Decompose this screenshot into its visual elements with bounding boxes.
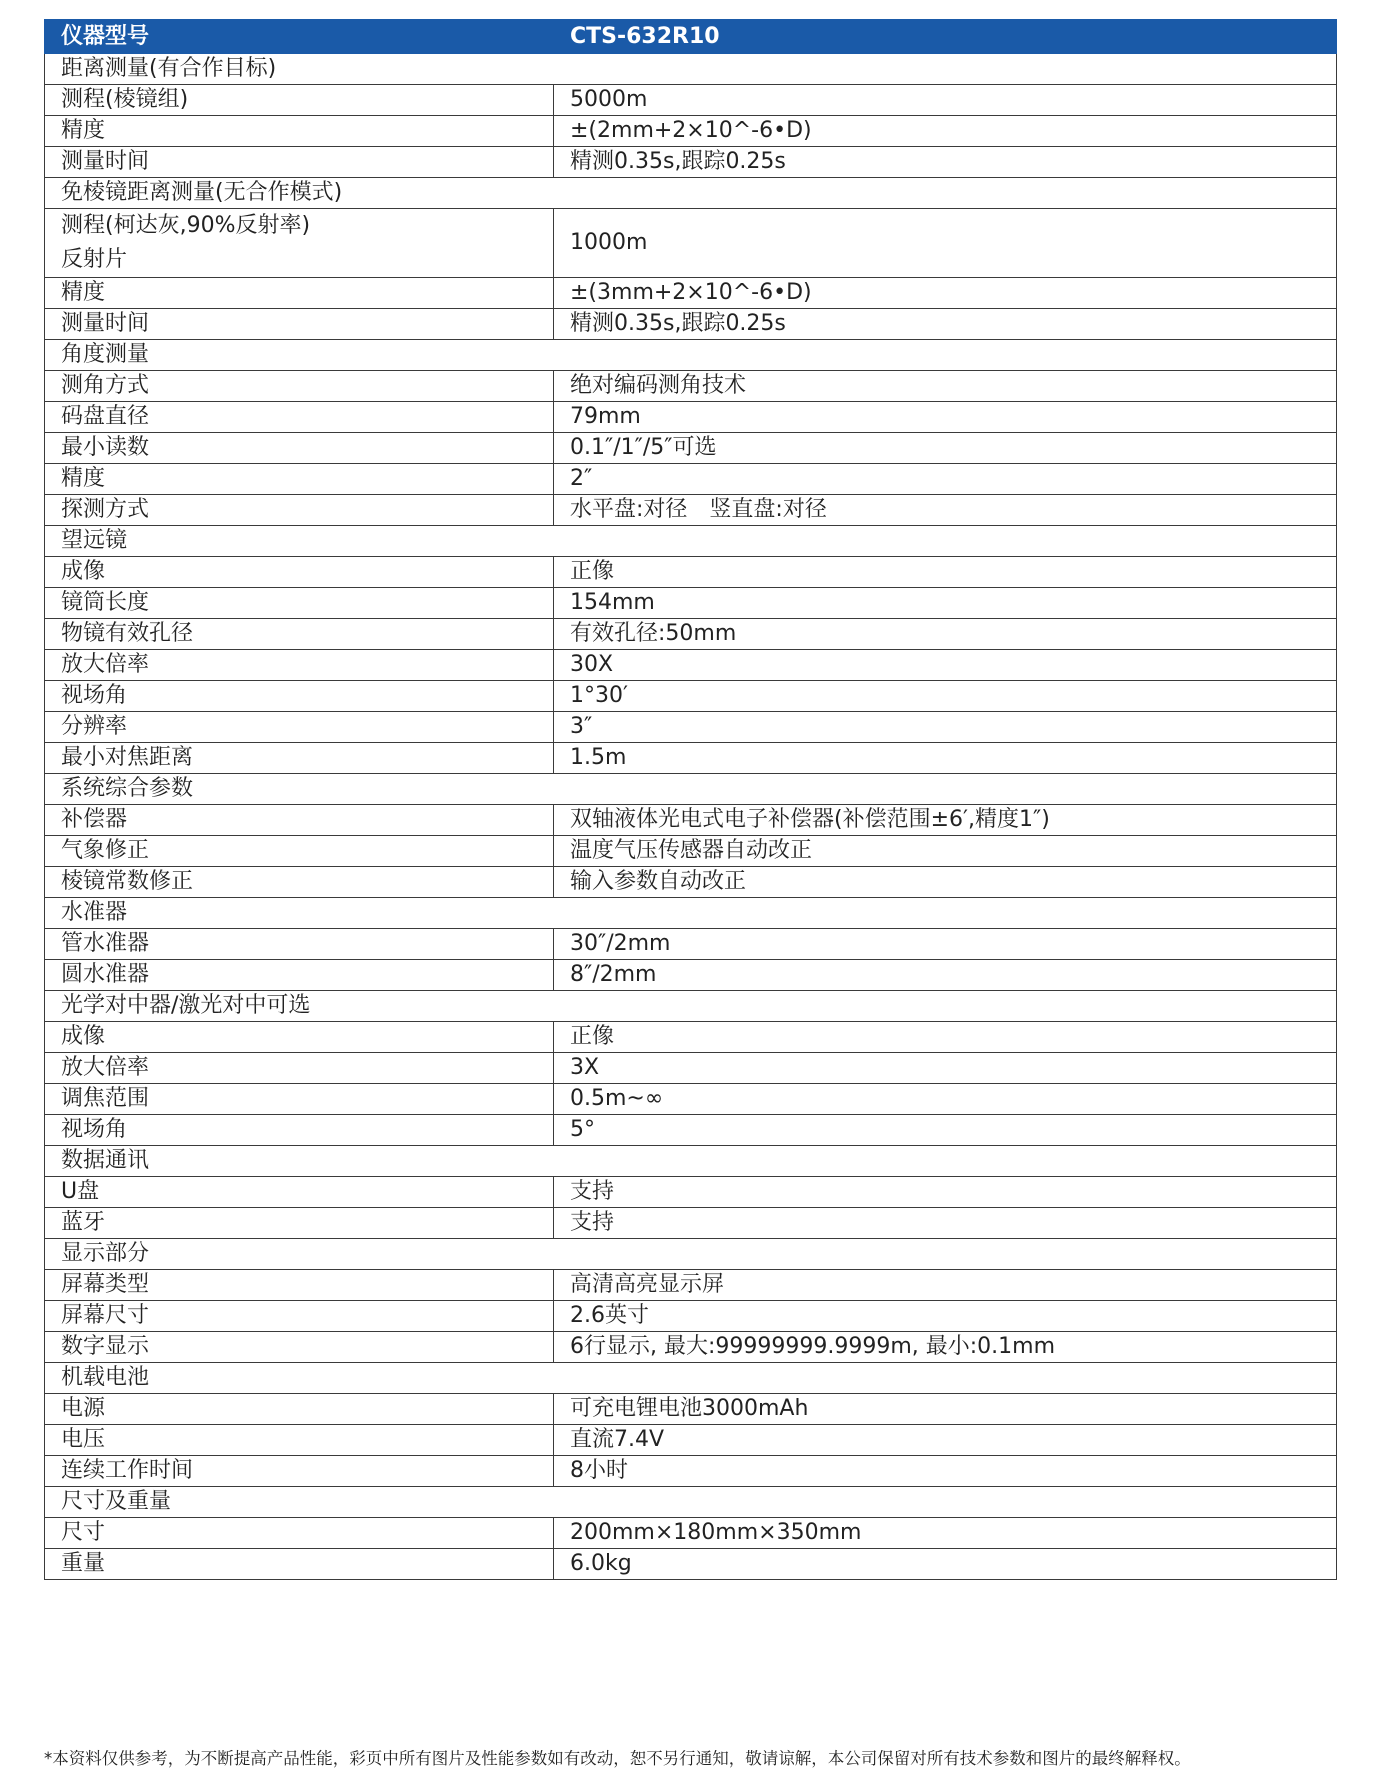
spec-row — [45, 278, 1337, 309]
spec-label: 尺寸 — [45, 1518, 554, 1549]
spec-label: 电源 — [45, 1394, 554, 1425]
section-title: 系统综合参数 — [45, 774, 1337, 805]
spec-label-line: 测程(柯达灰,90%反射率) — [61, 213, 311, 238]
spec-value: 2.6英寸 — [554, 1301, 1337, 1332]
section-row — [45, 898, 1337, 929]
spec-value: 正像 — [554, 1022, 1337, 1053]
spec-row — [45, 929, 1337, 960]
spec-value: 3X — [554, 1053, 1337, 1084]
spec-label: 圆水准器 — [45, 960, 554, 991]
spec-row — [45, 85, 1337, 116]
spec-value: 双轴液体光电式电子补偿器(补偿范围±6′,精度1″) — [554, 805, 1337, 836]
section-title: 机载电池 — [45, 1363, 1337, 1394]
section-row — [45, 991, 1337, 1022]
spec-label: 气象修正 — [45, 836, 554, 867]
section-title: 显示部分 — [45, 1239, 1337, 1270]
spec-value: 1°30′ — [554, 681, 1337, 712]
spec-row — [45, 712, 1337, 743]
spec-value: 8″/2mm — [554, 960, 1337, 991]
spec-value: 154mm — [554, 588, 1337, 619]
spec-value: 水平盘:对径 竖直盘:对径 — [554, 495, 1337, 526]
spec-label: 成像 — [45, 557, 554, 588]
spec-row — [45, 836, 1337, 867]
spec-value: 5° — [554, 1115, 1337, 1146]
spec-row — [45, 1394, 1337, 1425]
section-row — [45, 54, 1337, 85]
spec-value: 支持 — [554, 1177, 1337, 1208]
spec-value: 6.0kg — [554, 1549, 1337, 1580]
section-row — [45, 1239, 1337, 1270]
spec-row — [45, 650, 1337, 681]
section-row — [45, 1146, 1337, 1177]
spec-label: 精度 — [45, 464, 554, 495]
spec-label: 精度 — [45, 116, 554, 147]
table-header-row — [45, 20, 1337, 54]
spec-label: 蓝牙 — [45, 1208, 554, 1239]
spec-label: 测量时间 — [45, 309, 554, 340]
spec-row — [45, 1518, 1337, 1549]
spec-row — [45, 402, 1337, 433]
spec-label: 电压 — [45, 1425, 554, 1456]
spec-row — [45, 1332, 1337, 1363]
spec-value: 8小时 — [554, 1456, 1337, 1487]
spec-row — [45, 588, 1337, 619]
spec-row — [45, 209, 1337, 278]
section-row — [45, 1363, 1337, 1394]
spec-row — [45, 1115, 1337, 1146]
spec-label: 管水准器 — [45, 929, 554, 960]
spec-row — [45, 147, 1337, 178]
spec-label: 屏幕类型 — [45, 1270, 554, 1301]
spec-value: 0.1″/1″/5″可选 — [554, 433, 1337, 464]
spec-value: 直流7.4V — [554, 1425, 1337, 1456]
spec-row — [45, 1270, 1337, 1301]
spec-row — [45, 433, 1337, 464]
spec-label: 物镜有效孔径 — [45, 619, 554, 650]
spec-row — [45, 557, 1337, 588]
spec-value: 精测0.35s,跟踪0.25s — [554, 147, 1337, 178]
spec-label: 分辨率 — [45, 712, 554, 743]
spec-label: 探测方式 — [45, 495, 554, 526]
spec-value: 高清高亮显示屏 — [554, 1270, 1337, 1301]
header-model-label: 仪器型号 — [45, 20, 554, 54]
footnote: *本资料仅供参考，为不断提高产品性能，彩页中所有图片及性能参数如有改动，恕不另行通知，敬请谅解，本公司保留对所有技术参数和图片的最终解释权。 — [44, 1749, 1191, 1768]
section-title: 光学对中器/激光对中可选 — [45, 991, 1337, 1022]
spec-value: 1000m — [554, 209, 1337, 278]
spec-label: 调焦范围 — [45, 1084, 554, 1115]
section-title: 角度测量 — [45, 340, 1337, 371]
spec-label: 连续工作时间 — [45, 1456, 554, 1487]
spec-label: 最小对焦距离 — [45, 743, 554, 774]
spec-value: 0.5m~∞ — [554, 1084, 1337, 1115]
spec-row — [45, 805, 1337, 836]
spec-row — [45, 619, 1337, 650]
spec-value: 3″ — [554, 712, 1337, 743]
spec-value: 1.5m — [554, 743, 1337, 774]
spec-label: 成像 — [45, 1022, 554, 1053]
spec-row — [45, 681, 1337, 712]
spec-row — [45, 1549, 1337, 1580]
spec-row — [45, 867, 1337, 898]
spec-label: 棱镜常数修正 — [45, 867, 554, 898]
spec-row — [45, 464, 1337, 495]
spec-row — [45, 1301, 1337, 1332]
spec-row — [45, 371, 1337, 402]
spec-table — [44, 19, 1337, 1580]
header-model-value: CTS-632R10 — [554, 20, 1337, 54]
spec-row — [45, 1177, 1337, 1208]
spec-value: 可充电锂电池3000mAh — [554, 1394, 1337, 1425]
spec-label — [45, 209, 554, 278]
spec-value: 6行显示, 最大:99999999.9999m, 最小:0.1mm — [554, 1332, 1337, 1363]
spec-value: 200mm×180mm×350mm — [554, 1518, 1337, 1549]
spec-row — [45, 116, 1337, 147]
spec-label: 测程(棱镜组) — [45, 85, 554, 116]
spec-row — [45, 1425, 1337, 1456]
spec-row — [45, 960, 1337, 991]
section-row — [45, 178, 1337, 209]
spec-row — [45, 309, 1337, 340]
spec-value: 正像 — [554, 557, 1337, 588]
spec-value: ±(3mm+2×10^-6•D) — [554, 278, 1337, 309]
spec-label: 视场角 — [45, 1115, 554, 1146]
spec-row — [45, 495, 1337, 526]
spec-value: 温度气压传感器自动改正 — [554, 836, 1337, 867]
section-title: 距离测量(有合作目标) — [45, 54, 1337, 85]
spec-row — [45, 1456, 1337, 1487]
spec-label: U盘 — [45, 1177, 554, 1208]
spec-label: 最小读数 — [45, 433, 554, 464]
spec-value: 2″ — [554, 464, 1337, 495]
spec-row — [45, 1084, 1337, 1115]
section-title: 尺寸及重量 — [45, 1487, 1337, 1518]
section-row — [45, 1487, 1337, 1518]
spec-label: 测角方式 — [45, 371, 554, 402]
spec-value: 输入参数自动改正 — [554, 867, 1337, 898]
section-row — [45, 340, 1337, 371]
spec-value: 30″/2mm — [554, 929, 1337, 960]
spec-value: 5000m — [554, 85, 1337, 116]
spec-label: 重量 — [45, 1549, 554, 1580]
spec-value: 支持 — [554, 1208, 1337, 1239]
section-title: 免棱镜距离测量(无合作模式) — [45, 178, 1337, 209]
section-title: 水准器 — [45, 898, 1337, 929]
spec-value: 有效孔径:50mm — [554, 619, 1337, 650]
spec-label: 精度 — [45, 278, 554, 309]
spec-row — [45, 1022, 1337, 1053]
spec-value: 30X — [554, 650, 1337, 681]
spec-label: 码盘直径 — [45, 402, 554, 433]
spec-value: 绝对编码测角技术 — [554, 371, 1337, 402]
spec-label: 测量时间 — [45, 147, 554, 178]
spec-row — [45, 1208, 1337, 1239]
section-title: 望远镜 — [45, 526, 1337, 557]
section-row — [45, 526, 1337, 557]
spec-label: 数字显示 — [45, 1332, 554, 1363]
section-title: 数据通讯 — [45, 1146, 1337, 1177]
spec-value: 精测0.35s,跟踪0.25s — [554, 309, 1337, 340]
spec-label: 放大倍率 — [45, 1053, 554, 1084]
spec-label: 补偿器 — [45, 805, 554, 836]
spec-value: ±(2mm+2×10^-6•D) — [554, 116, 1337, 147]
spec-label-line: 反射片 — [61, 247, 128, 272]
spec-row — [45, 743, 1337, 774]
spec-label: 视场角 — [45, 681, 554, 712]
spec-label: 放大倍率 — [45, 650, 554, 681]
spec-value: 79mm — [554, 402, 1337, 433]
spec-label: 屏幕尺寸 — [45, 1301, 554, 1332]
spec-row — [45, 1053, 1337, 1084]
spec-label: 镜筒长度 — [45, 588, 554, 619]
section-row — [45, 774, 1337, 805]
